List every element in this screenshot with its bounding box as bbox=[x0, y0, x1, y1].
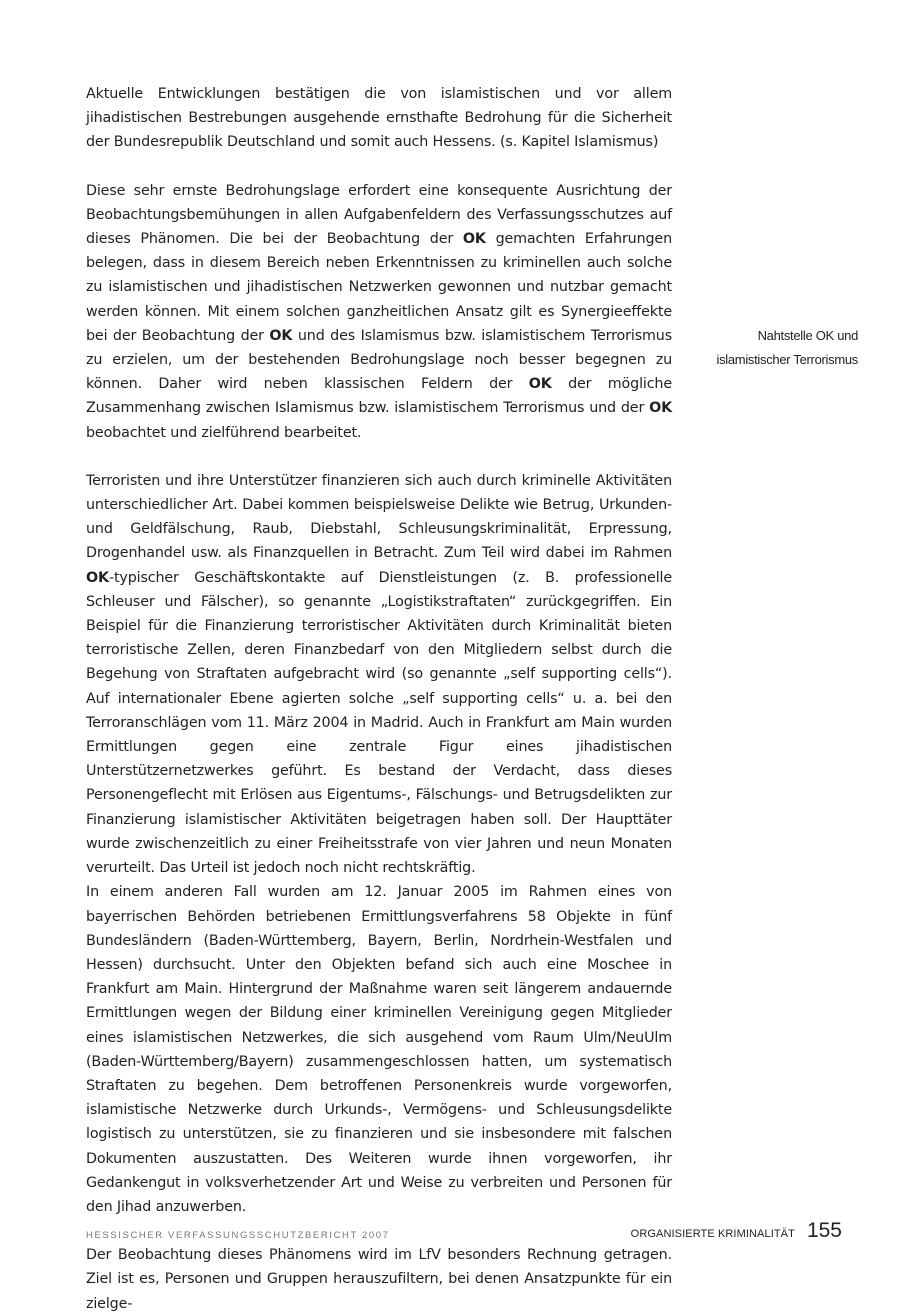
page-number: 155 bbox=[806, 1219, 842, 1242]
margin-note-line-2: islamistischer Terrorismus bbox=[716, 352, 858, 367]
paragraph-1: Aktuelle Entwicklungen bestätigen die von islamistischen und vor allem jihadistischen Bestrebungen ausgehende ernsthafte Bedrohung für die Sicherheit der Bundesrepublik Deutschland und somit auch Hessens. (s. Kapitel Islamismus) bbox=[86, 86, 672, 151]
ok-abbreviation: OK bbox=[462, 231, 486, 248]
paragraph-2: Diese sehr ernste Bedrohungslage erfordert eine konsequente Ausrichtung der Beobachtungsbemühungen in allen Aufgabenfeldern des Verfassungsschutzes auf dieses Phänomen. Die bei der Beobachtung der OK gemachten Erfahrungen belegen, dass in diesem Bereich neben Erkenntnissen zu kriminellen auch solche zu islamistischen und jihadistischen Netzwerken gewonnen und nutzbar gemacht werden können. Mit einem solchen ganzheitlichen Ansatz gilt es Synergieeffekte bei der Beobachtung der OK und des Islamismus bzw. islamistischem Terrorismus zu erzielen, um der bestehenden Bedrohungslage noch besser begegnen zu können. Daher wird neben klassischen Feldern der OK der mögliche Zusammenhang zwischen Islamismus bzw. islamistischem Terrorismus und der OK beobachtet und zielführend bearbeitet. bbox=[86, 182, 672, 441]
paragraph-3: Terroristen und ihre Unterstützer finanzieren sich auch durch kriminelle Aktivitäten unterschiedlicher Art. Dabei kommen beispielsweise Delikte wie Betrug, Urkunden- und Geldfälschung, Raub, Diebstahl, Schleusungskriminalität, Erpressung, Drogenhandel usw. als Finanzquellen in Betracht. Zum Teil wird dabei im Rahmen OK-typischer Geschäftskontakte auf Dienstleistungen (z. B. professionelle Schleuser und Fälscher), so genannte „Logistikstraftaten“ zurückgegriffen. Ein Beispiel für die Finanzierung terroristischer Aktivitäten durch Kriminalität bieten terroristische Zellen, deren Finanzbedarf von den Mitgliedern selbst durch die Begehung von Straftaten aufgebracht wird (so genannte „self supporting cells“). Auf internationaler Ebene agierten solche „self supporting cells“ u. a. bei den Terroranschlägen vom 11. März 2004 in Madrid. Auch in Frankfurt am Main wurden Ermittlungen gegen eine zentrale Figur eines jihadistischen Unterstützernetzwerkes geführt. Es bestand der Verdacht, dass dieses Personengeflecht mit Erlösen aus Eigentums-, Fälschungs- und Betrugsdelikten zur Finanzierung islamistischer Aktivitäten beigetragen haben soll. Der Haupttäter wurde zwischenzeitlich zu einer Freiheitsstrafe von vier Jahren und neun Monaten verurteilt. Das Urteil ist jedoch noch nicht rechtskräftig. bbox=[86, 472, 672, 877]
footer-right bbox=[631, 1219, 842, 1243]
main-text-column bbox=[86, 82, 672, 1316]
paragraph-4: In einem anderen Fall wurden am 12. Januar 2005 im Rahmen eines von bayerrischen Behörden betriebenen Ermittlungsverfahrens 58 Objekte in fünf Bundesländern (Baden-Württemberg, Bayern, Berlin, Nordrhein-Westfalen und Hessen) durchsucht. Unter den Objekten befand sich auch eine Moschee in Frankfurt am Main. Hintergrund der Maßnahme waren seit längerem andauernde Ermittlungen wegen der Bildung einer kriminellen Vereinigung gegen Mitglieder eines islamistischen Netzwerkes, die sich ausgehend vom Raum Ulm/NeuUlm (Baden-Württemberg/Bayern) zusammengeschlossen hatten, um systematisch Straftaten zu begehen. Dem betroffenen Personenkreis wurde vorgeworfen, islamistische Netzwerke durch Urkunds-, Vermögens- und Schleusungsdelikte logistisch zu unterstützen, sie zu finanzieren und sie insbesondere mit falschen Dokumenten auszustatten. Des Weiteren wurde ihnen vorgeworfen, ihr Gedankengut in volksverhetzender Art und Weise zu verbreiten und Personen für den Jihad anzuwerben. bbox=[86, 884, 672, 1215]
ok-abbreviation: OK bbox=[269, 327, 293, 344]
footer-section-label: ORGANISIERTE KRIMINALITÄT bbox=[630, 1228, 795, 1240]
paragraph-5: Der Beobachtung dieses Phänomens wird im LfV besonders Rechnung getragen. Ziel ist es, Personen und Gruppen herauszufiltern, bei denen Ansatzpunkte für ein zielge- bbox=[86, 1247, 672, 1312]
footer-publication-title: HESSISCHER VERFASSUNGSSCHUTZBERICHT 2007 bbox=[86, 1230, 390, 1241]
margin-note-line-1: Nahtstelle OK und bbox=[757, 328, 858, 343]
ok-abbreviation: OK bbox=[86, 569, 109, 586]
ok-abbreviation: OK bbox=[528, 376, 552, 393]
margin-note bbox=[690, 324, 858, 372]
ok-abbreviation: OK bbox=[649, 400, 672, 417]
